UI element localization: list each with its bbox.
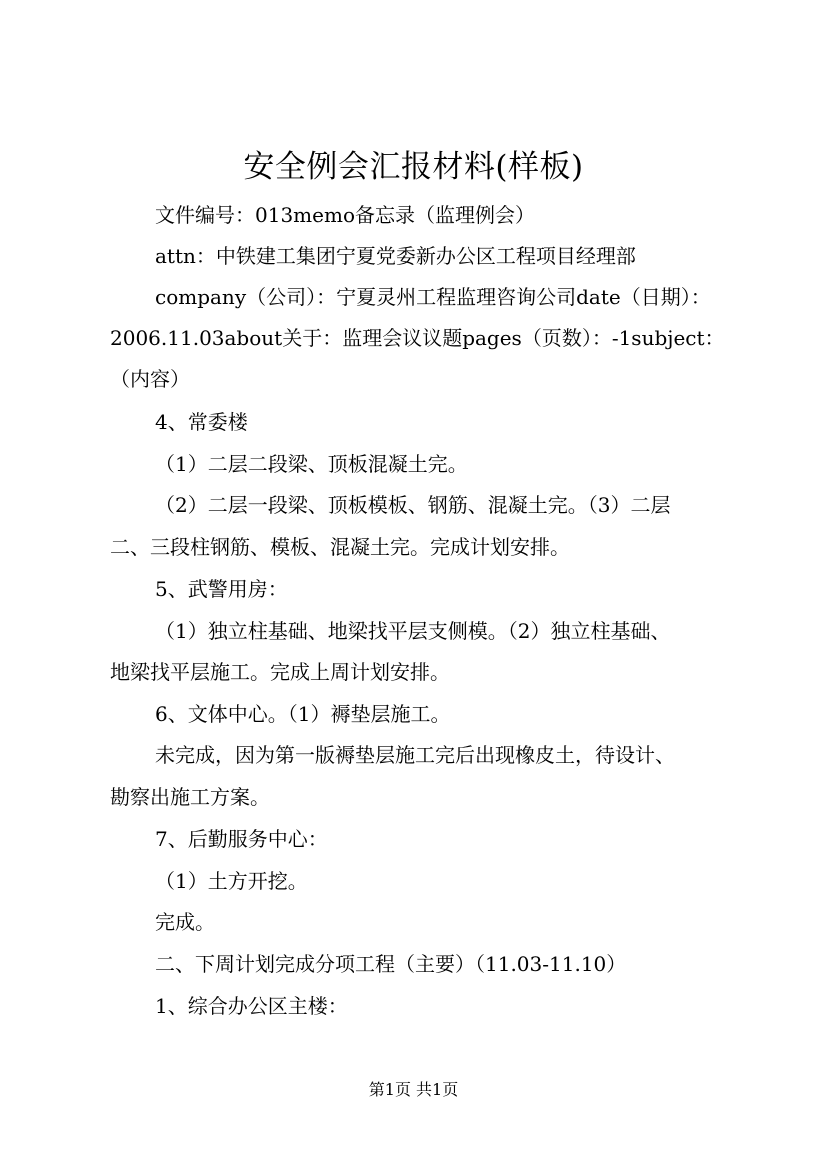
page-number: 第1页 共1页 [368,1080,459,1099]
paragraph-line: 勘察出施工方案。 [110,785,270,809]
attn-line: attn：中铁建工集团宁夏党委新办公区工程项目经理部 [155,244,636,268]
date-about-line: 2006.11.03about关于：监理会议议题pages（页数）：-1subject： [110,326,725,350]
content-line: （内容） [110,367,190,391]
paragraph-line: 二、三段柱钢筋、模板、混凝土完。完成计划安排。 [110,535,570,559]
next-week-plan-heading: 二、下周计划完成分项工程（主要）（11.03-11.10） [155,952,627,976]
file-number-line: 文件编号：013memo备忘录（监理例会） [155,203,535,227]
paragraph-line: （1）土方开挖。 [155,869,308,893]
paragraph-line: 地梁找平层施工。完成上周计划安排。 [110,660,450,684]
section-6-heading: 6、文体中心。（1）褥垫层施工。 [155,702,451,726]
paragraph-line: 完成。 [155,910,215,934]
document-title: 安全例会汇报材料(样板) [243,149,584,185]
paragraph-line: （1）二层二段梁、顶板混凝土完。 [155,452,468,476]
paragraph-line: （2）二层一段梁、顶板模板、钢筋、混凝土完。（3）二层 [155,493,671,517]
office-building-heading: 1、综合办公区主楼： [155,994,348,1018]
section-5-heading: 5、武警用房： [155,577,288,601]
company-line: company（公司）：宁夏灵州工程监理咨询公司date（日期）： [155,285,711,309]
section-7-heading: 7、后勤服务中心： [155,827,328,851]
section-4-heading: 4、常委楼 [155,410,248,434]
paragraph-line: 未完成，因为第一版褥垫层施工完后出现橡皮土，待设计、 [155,743,675,767]
paragraph-line: （1）独立柱基础、地梁找平层支侧模。（2）独立柱基础、 [155,619,671,643]
